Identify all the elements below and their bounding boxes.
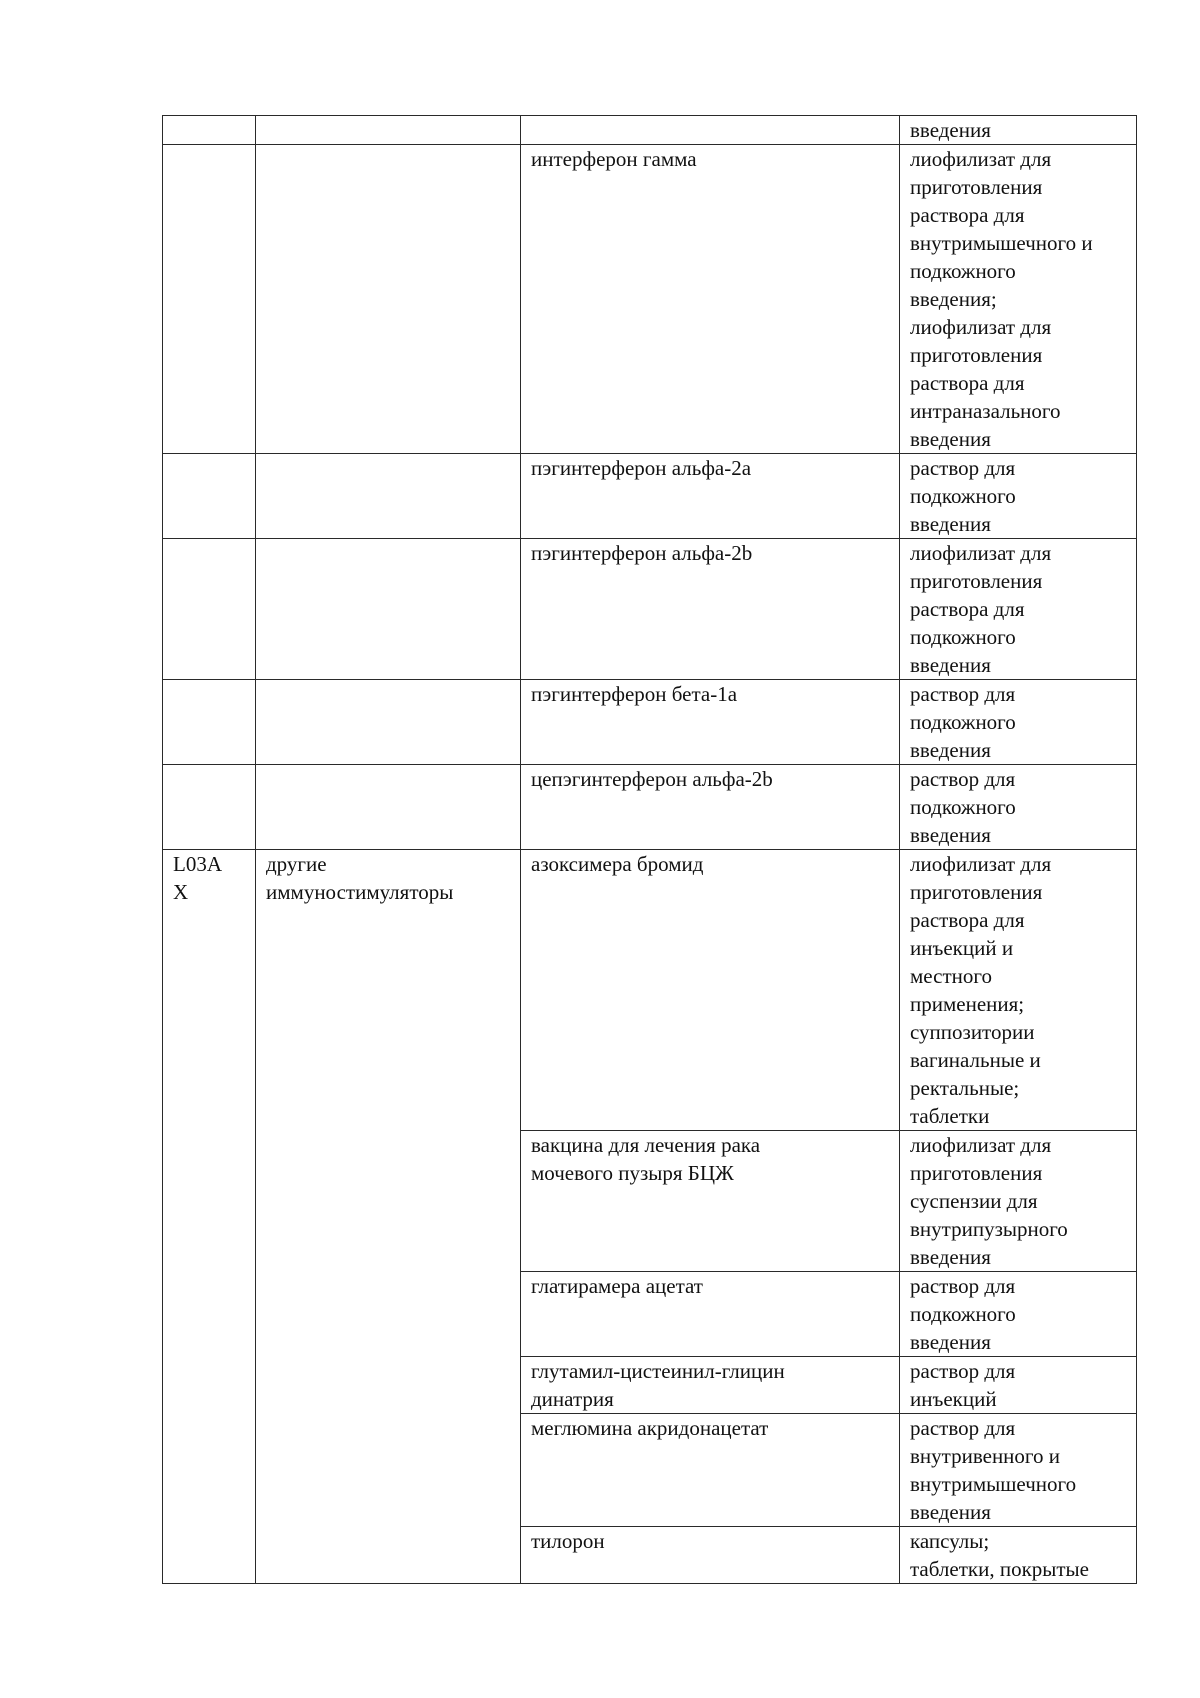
table-row bbox=[163, 539, 1137, 680]
drug-name-cell: интерферон гамма bbox=[521, 145, 900, 454]
dosage-form-cell: раствор для подкожного введения bbox=[900, 680, 1137, 765]
dosage-form-cell: лиофилизат для приготовления раствора для инъекций и местного применения; суппозитории вагинальные и ректальные; таблетки bbox=[900, 850, 1137, 1131]
atc-code-cell bbox=[163, 145, 256, 454]
group-name-cell: другие иммуностимуляторы bbox=[256, 850, 521, 1584]
table-row bbox=[163, 145, 1137, 454]
dosage-form-cell: лиофилизат для приготовления раствора для внутримышечного и подкожного введения; лиофилизат для приготовления раствора для интраназального введения bbox=[900, 145, 1137, 454]
dosage-form-cell: лиофилизат для приготовления раствора для подкожного введения bbox=[900, 539, 1137, 680]
drug-list-table bbox=[162, 115, 1137, 1584]
group-name-cell bbox=[256, 680, 521, 765]
drug-name-cell: тилорон bbox=[521, 1527, 900, 1584]
drug-name-cell: меглюмина акридонацетат bbox=[521, 1414, 900, 1527]
drug-name-cell: цепэгинтерферон альфа-2b bbox=[521, 765, 900, 850]
drug-name-cell: глатирамера ацетат bbox=[521, 1272, 900, 1357]
atc-code-cell bbox=[163, 765, 256, 850]
drug-name-cell: глутамил-цистеинил-глицин динатрия bbox=[521, 1357, 900, 1414]
atc-code-cell bbox=[163, 539, 256, 680]
atc-code-cell: L03A X bbox=[163, 850, 256, 1584]
dosage-form-cell: лиофилизат для приготовления суспензии для внутрипузырного введения bbox=[900, 1131, 1137, 1272]
drug-name-cell: вакцина для лечения рака мочевого пузыря БЦЖ bbox=[521, 1131, 900, 1272]
group-name-cell bbox=[256, 539, 521, 680]
drug-name-cell: пэгинтерферон альфа-2b bbox=[521, 539, 900, 680]
group-name-cell bbox=[256, 116, 521, 145]
dosage-form-cell: капсулы; таблетки, покрытые bbox=[900, 1527, 1137, 1584]
atc-code-cell bbox=[163, 454, 256, 539]
table-row bbox=[163, 765, 1137, 850]
table-row bbox=[163, 454, 1137, 539]
dosage-form-cell: раствор для подкожного введения bbox=[900, 1272, 1137, 1357]
drug-name-cell: азоксимера бромид bbox=[521, 850, 900, 1131]
atc-code-cell bbox=[163, 116, 256, 145]
table-row bbox=[163, 850, 1137, 1131]
drug-name-cell bbox=[521, 116, 900, 145]
group-name-cell bbox=[256, 765, 521, 850]
drug-name-cell: пэгинтерферон бета-1a bbox=[521, 680, 900, 765]
table-row bbox=[163, 680, 1137, 765]
group-name-cell bbox=[256, 145, 521, 454]
atc-code-cell bbox=[163, 680, 256, 765]
group-name-cell bbox=[256, 454, 521, 539]
dosage-form-cell: введения bbox=[900, 116, 1137, 145]
dosage-form-cell: раствор для инъекций bbox=[900, 1357, 1137, 1414]
drug-name-cell: пэгинтерферон альфа-2a bbox=[521, 454, 900, 539]
dosage-form-cell: раствор для подкожного введения bbox=[900, 454, 1137, 539]
dosage-form-cell: раствор для подкожного введения bbox=[900, 765, 1137, 850]
table-row bbox=[163, 116, 1137, 145]
dosage-form-cell: раствор для внутривенного и внутримышечного введения bbox=[900, 1414, 1137, 1527]
